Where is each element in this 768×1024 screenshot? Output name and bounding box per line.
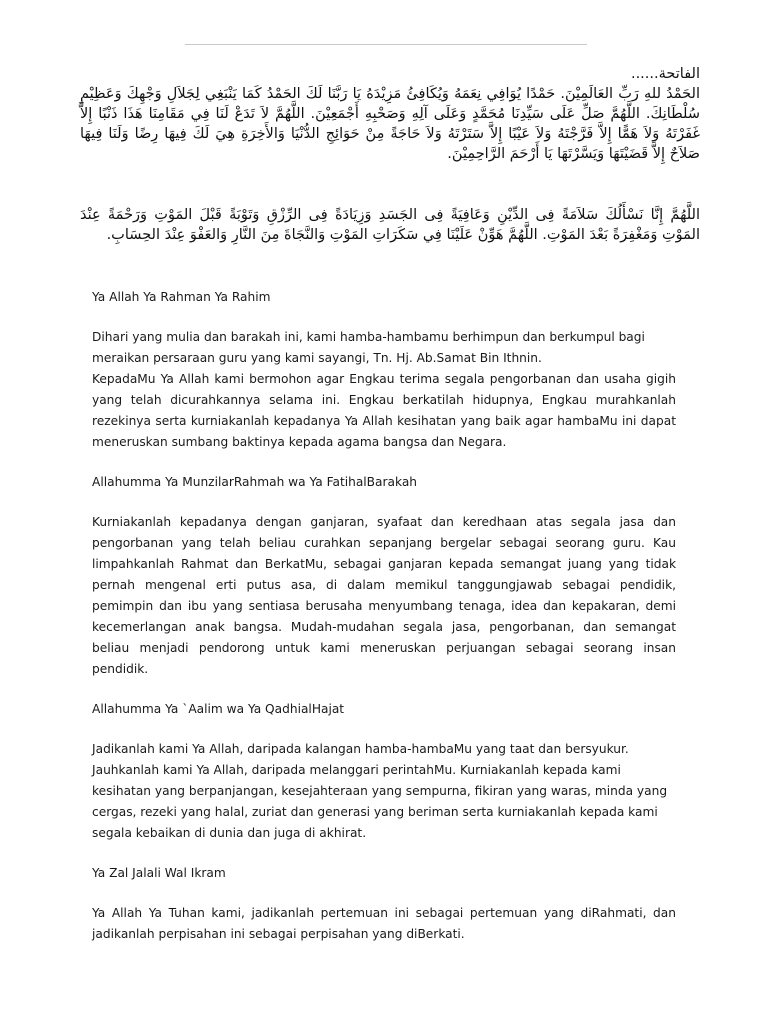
arabic-paragraph-1: الحَمْدُ للهِ رَبِّ العَالَمِيْنَ. حَمْدًا يُوَافِي نِعَمَهُ وَيُكَافِئُ مَزِيْدَهُ يَا رَبَّنَا لَكَ الحَمْدُ كَمَا يَنْبَغِي لِجَلاَلِ وَجْهِكَ وَعَظِيْمِ سُلْطَانِكَ. اللَّهُمَّ صَلِّ عَلَى سَيِّدِنَا مُحَمَّدٍ وَعَلَى آلِهِ وَصَحْبِهِ أَجْمَعِيْنَ. اللَّهُمَّ لاَ تَدَعْ لَنَا فِي مَقَامِنَا هَذَا ذَنْبًا إِلاَّ غَفَرْتَهُ وَلاَ هَمًّا إِلاَّ فَرَّجْتَهُ وَلاَ عَيْبًا إِلاَّ سَتَرْتَهُ وَلاَ حَاجَةً مِنْ حَوَائِجِ الدُّنْيَا وَالأَخِرَةِ هِيَ لَكَ فِيهَا رِضًا وَلَنَا فِيهَا صَلاَحٌ إِلاَّ قَضَيْتَهَا وَيَسَّرْتَهَا يَا أَرْحَمَ الرَّاحِمِيْنَ. [80, 86, 700, 162]
arabic-opening-block [80, 64, 700, 164]
paragraph: KepadaMu Ya Allah kami bermohon agar Engkau terima segala pengorbanan dan usaha gigih yang telah dicurahkannya selama ini. Engkau berkatilah hidupnya, Engkau murahkanlah rezekinya serta kurniakanlah kepadanya Ya Allah kesihatan yang baik agar hambaMu ini dapat meneruskan sumbang baktinya kepada agama bangsa dan Negara. [92, 372, 676, 449]
section-body [92, 903, 676, 945]
paragraph: Dihari yang mulia dan barakah ini, kami hamba-hambamu berhimpun dan berkumpul bagi meraikan persaraan guru yang kami sayangi, Tn. Hj. Ab.Samat Bin Ithnin. [92, 330, 645, 365]
document-body [92, 287, 676, 964]
section-heading: Ya Allah Ya Rahman Ya Rahim [92, 290, 271, 304]
section-heading: Allahumma Ya MunzilarRahmah wa Ya FatihalBarakah [92, 475, 418, 489]
header-divider [185, 44, 587, 45]
section-body [92, 739, 676, 844]
section-body [92, 327, 676, 453]
section-body [92, 512, 676, 680]
arabic-closing-block [80, 205, 700, 245]
section-heading: Allahumma Ya `Aalim wa Ya QadhialHajat [92, 702, 345, 716]
section-heading: Ya Zal Jalali Wal Ikram [92, 866, 226, 880]
paragraph: Jadikanlah kami Ya Allah, daripada kalangan hamba-hambaMu yang taat dan bersyukur. Jauhkanlah kami Ya Allah, daripada melanggari perintahMu. Kurniakanlah kepada kami kesihatan yang berpanjangan, kesejahteraan yang sempurna, fikiran yang waras, minda yang cergas, rezeki yang halal, zuriat dan generasi yang beriman serta kurniakanlah kepada kami segala kebaikan di dunia dan juga di akhirat. [92, 742, 668, 840]
paragraph: Kurniakanlah kepadanya dengan ganjaran, syafaat dan keredhaan atas segala jasa dan pengorbanan yang telah beliau curahkan sepanjang bergelar sebagai seorang guru. Kau limpahkanlah Rahmat dan BerkatMu, sebagai ganjaran kepada semangat juang yang tidak pernah mengenal erti putus asa, di dalam memikul tanggungjawab sebagai pendidik, pemimpin dan ibu yang sentiasa berusaha menyumbang tenaga, idea dan kepakaran, demi kecemerlangan anak bangsa. Mudah-mudahan segala jasa, pengorbanan, dan semangat beliau menjadi pendorong untuk kami meneruskan perjuangan sebagai seorang insan pendidik. [92, 515, 676, 676]
arabic-opening-title: الفاتحة...... [630, 66, 700, 82]
paragraph: Ya Allah Ya Tuhan kami, jadikanlah pertemuan ini sebagai pertemuan yang diRahmati, dan jadikanlah perpisahan ini sebagai perpisahan yang diBerkati. [92, 906, 676, 941]
arabic-paragraph-2: اللَّهُمَّ إِنَّا نَسْأَلُكَ سَلاَمَةً فِى الدِّيْنِ وَعَافِيَةً فِى الجَسَدِ وَزِيَادَةً فِى الرِّزْقِ وَتَوْبَةً قَبْلَ المَوْتِ وَرَحْمَةً عِنْدَ المَوْتِ وَمَغْفِرَةً بَعْدَ المَوْتِ. اللَّهُمَّ هَوِّنْ عَلَيْنَا فِي سَكَرَاتِ المَوْتِ وَالنَّجَاةَ مِنَ النَّارِ وَالعَفْوَ عِنْدَ الحِسَابِ. [80, 207, 700, 243]
